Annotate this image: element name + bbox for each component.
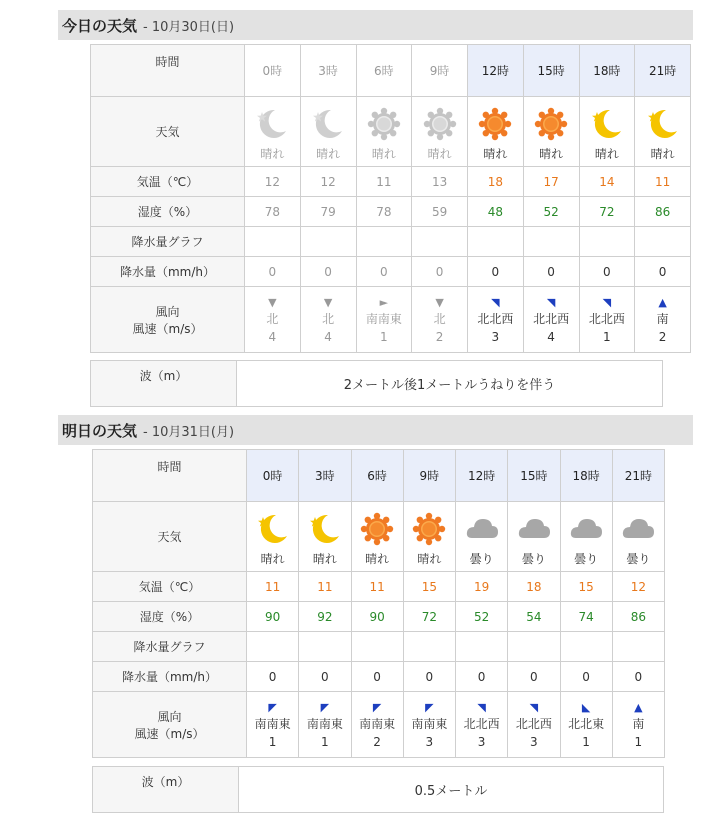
weather-text: 晴れ	[371, 147, 396, 161]
humidity-cell	[403, 602, 455, 632]
precip-graph-label: 降水量グラフ	[91, 227, 245, 257]
wind-speed-label: 風速（m/s）	[132, 321, 203, 336]
wind-arrow-icon: ▼	[435, 296, 444, 309]
hour-row	[93, 450, 665, 502]
humidity-value: 72	[421, 609, 438, 624]
humidity-value: 74	[578, 609, 594, 624]
temp-value: 18	[526, 579, 542, 594]
wind-speed: 3	[425, 735, 434, 749]
tomorrow-wave-table	[92, 766, 664, 813]
wind-speed: 1	[268, 735, 277, 749]
wind-direction: 北北西	[477, 312, 514, 326]
precip-cell: 0	[612, 662, 664, 692]
weather-cell	[412, 97, 468, 167]
temp-cell	[245, 167, 301, 197]
moon-icon	[646, 107, 680, 141]
humidity-cell	[456, 602, 508, 632]
wind-arrow-icon: ◤	[372, 701, 382, 714]
weather-cell	[403, 502, 455, 572]
sun-icon	[534, 107, 568, 141]
precip-graph-cell	[412, 227, 468, 257]
precip-graph-cell	[560, 632, 612, 662]
precip-cell: 0	[412, 257, 468, 287]
wind-speed: 1	[603, 330, 611, 344]
precip-graph-cell	[523, 227, 579, 257]
temp-cell	[523, 167, 579, 197]
temp-cell	[468, 167, 524, 197]
humidity-value: 52	[473, 609, 490, 624]
temp-value: 12	[320, 174, 336, 189]
humidity-cell	[299, 602, 351, 632]
humidity-value: 90	[369, 609, 385, 624]
temp-row	[91, 167, 691, 197]
precip-graph-row	[91, 227, 691, 257]
wind-direction: 北北西	[463, 717, 500, 731]
precip-row	[93, 662, 665, 692]
wind-cell	[523, 287, 579, 353]
sun-icon	[423, 107, 457, 141]
precip-graph-cell	[356, 227, 412, 257]
weather-label: 天気	[91, 97, 245, 167]
humidity-value: 59	[431, 204, 448, 219]
temp-cell	[356, 167, 412, 197]
temp-label: 気温（℃）	[91, 167, 245, 197]
weather-cell	[247, 502, 299, 572]
temp-value: 11	[317, 579, 333, 594]
weather-text: 曇り	[521, 552, 546, 566]
weather-text: 晴れ	[312, 552, 337, 566]
wind-direction: 南南東	[411, 717, 448, 731]
wave-label: 波（m）	[91, 361, 237, 407]
sun-icon	[478, 107, 512, 141]
hour-cell: 0時	[245, 45, 301, 97]
humidity-value: 52	[543, 204, 559, 219]
wind-speed: 4	[324, 330, 332, 344]
wind-dir-label: 風向	[155, 304, 180, 319]
hour-cell: 0時	[247, 450, 299, 502]
precip-graph-cell	[508, 632, 560, 662]
humidity-value: 90	[264, 609, 281, 624]
weather-cell	[560, 502, 612, 572]
humidity-cell	[523, 197, 579, 227]
weather-text: 曇り	[626, 552, 651, 566]
precip-graph-cell	[468, 227, 524, 257]
precip-label: 降水量（mm/h）	[91, 257, 245, 287]
humidity-row	[91, 197, 691, 227]
wind-speed: 4	[268, 330, 277, 344]
weather-cell	[508, 502, 560, 572]
wind-cell	[247, 692, 299, 758]
humidity-cell	[560, 602, 612, 632]
wind-arrow-icon: ◣	[581, 701, 591, 714]
wind-dir-label: 風向	[157, 709, 182, 724]
temp-value: 14	[599, 174, 615, 189]
humidity-cell	[635, 197, 691, 227]
weather-cell	[300, 97, 356, 167]
humidity-value: 86	[654, 204, 671, 219]
humidity-cell	[412, 197, 468, 227]
precip-graph-cell	[456, 632, 508, 662]
wind-arrow-icon: ◥	[546, 296, 556, 309]
wind-label	[91, 287, 245, 353]
precip-cell: 0	[245, 257, 301, 287]
humidity-value: 78	[376, 204, 392, 219]
hour-cell: 12時	[468, 45, 524, 97]
weather-text: 晴れ	[483, 147, 508, 161]
wind-speed: 2	[658, 330, 667, 344]
wind-cell	[300, 287, 356, 353]
precip-cell: 0	[468, 257, 524, 287]
wind-speed: 3	[491, 330, 500, 344]
wind-arrow-icon: ◥	[491, 296, 500, 309]
humidity-value: 54	[526, 609, 542, 624]
wind-arrow-icon: ◤	[425, 701, 434, 714]
hour-cell: 15時	[523, 45, 579, 97]
humidity-cell	[612, 602, 664, 632]
precip-cell: 0	[356, 257, 412, 287]
temp-value: 11	[376, 174, 392, 189]
wind-direction: 南南東	[365, 312, 402, 326]
temp-value: 11	[654, 174, 671, 189]
precip-graph-cell	[579, 227, 635, 257]
wind-speed: 1	[582, 735, 590, 749]
wind-arrow-icon: ▼	[268, 296, 277, 309]
wind-cell	[299, 692, 351, 758]
wind-row	[91, 287, 691, 353]
precip-cell: 0	[635, 257, 691, 287]
precip-label: 降水量（mm/h）	[93, 662, 247, 692]
hour-cell: 3時	[299, 450, 351, 502]
precip-graph-row	[93, 632, 665, 662]
wind-direction: 北北西	[515, 717, 552, 731]
wind-cell	[456, 692, 508, 758]
humidity-value: 92	[317, 609, 333, 624]
humidity-value: 79	[320, 204, 336, 219]
humidity-value: 72	[599, 204, 615, 219]
wind-speed: 3	[477, 735, 486, 749]
wind-speed: 2	[435, 330, 444, 344]
temp-cell	[579, 167, 635, 197]
weather-text: 晴れ	[427, 147, 452, 161]
temp-cell	[299, 572, 351, 602]
wind-arrow-icon: ◥	[529, 701, 539, 714]
humidity-cell	[579, 197, 635, 227]
wind-cell	[612, 692, 664, 758]
precip-cell: 0	[579, 257, 635, 287]
wind-label	[93, 692, 247, 758]
wind-direction: 南南東	[359, 717, 396, 731]
humidity-cell	[247, 602, 299, 632]
temp-row	[93, 572, 665, 602]
wind-cell	[245, 287, 301, 353]
wave-value: 2メートル後1メートルうねりを伴う	[237, 361, 663, 407]
weather-cell	[299, 502, 351, 572]
wind-speed: 1	[380, 330, 388, 344]
weather-cell	[523, 97, 579, 167]
temp-cell	[403, 572, 455, 602]
cloud-icon	[465, 512, 499, 546]
weather-text: 曇り	[469, 552, 494, 566]
precip-cell: 0	[456, 662, 508, 692]
wind-direction: 南南東	[306, 717, 343, 731]
wind-speed: 4	[547, 330, 555, 344]
today-header	[58, 10, 693, 40]
wind-arrow-icon: ◤	[320, 701, 330, 714]
temp-cell	[635, 167, 691, 197]
wind-cell	[403, 692, 455, 758]
moon-icon	[590, 107, 624, 141]
weather-cell	[456, 502, 508, 572]
hour-cell: 9時	[412, 45, 468, 97]
weather-text: 晴れ	[316, 147, 341, 161]
wind-direction: 北	[322, 312, 335, 326]
humidity-row	[93, 602, 665, 632]
humidity-value: 86	[630, 609, 647, 624]
wind-direction: 北北東	[568, 717, 605, 731]
weather-cell	[351, 502, 403, 572]
precip-graph-cell	[635, 227, 691, 257]
humidity-cell	[468, 197, 524, 227]
humidity-label: 湿度（%）	[91, 197, 245, 227]
wind-arrow-icon: ▲	[634, 701, 643, 714]
hour-cell: 9時	[403, 450, 455, 502]
weather-cell	[245, 97, 301, 167]
wind-arrow-icon: ◥	[477, 701, 486, 714]
wind-arrow-icon: ▲	[658, 296, 667, 309]
sun-icon	[412, 512, 446, 546]
wind-direction: 北	[266, 312, 279, 326]
temp-label: 気温（℃）	[93, 572, 247, 602]
humidity-cell	[245, 197, 301, 227]
tomorrow-date: - 10月31日(月)	[143, 424, 235, 440]
sun-icon	[367, 107, 401, 141]
today-title: 今日の天気	[62, 16, 138, 35]
wind-arrow-icon: ►	[379, 296, 389, 309]
wind-row	[93, 692, 665, 758]
precip-cell: 0	[299, 662, 351, 692]
wind-speed: 1	[321, 735, 329, 749]
weather-text: 晴れ	[650, 147, 675, 161]
wind-direction: 南	[656, 312, 669, 326]
precip-graph-label: 降水量グラフ	[93, 632, 247, 662]
cloud-icon	[517, 512, 551, 546]
tomorrow-header	[58, 415, 693, 445]
hour-cell: 12時	[456, 450, 508, 502]
temp-value: 12	[264, 174, 281, 189]
hour-cell: 6時	[351, 450, 403, 502]
wind-speed: 1	[634, 735, 643, 749]
weather-row	[91, 97, 691, 167]
hour-cell: 21時	[612, 450, 664, 502]
temp-value: 15	[578, 579, 594, 594]
temp-cell	[612, 572, 664, 602]
wind-cell	[356, 287, 412, 353]
time-label: 時間	[93, 450, 247, 502]
cloud-icon	[569, 512, 603, 546]
wind-direction: 北北西	[533, 312, 570, 326]
precip-graph-cell	[403, 632, 455, 662]
moon-icon	[308, 512, 342, 546]
weather-text: 晴れ	[365, 552, 390, 566]
precip-cell: 0	[351, 662, 403, 692]
wind-cell	[560, 692, 612, 758]
weather-text: 晴れ	[417, 552, 442, 566]
weather-text: 曇り	[574, 552, 599, 566]
weather-label: 天気	[93, 502, 247, 572]
wind-speed: 3	[530, 735, 538, 749]
weather-cell	[579, 97, 635, 167]
precip-cell: 0	[300, 257, 356, 287]
weather-text: 晴れ	[539, 147, 564, 161]
wind-direction: 南南東	[254, 717, 291, 731]
temp-value: 18	[487, 174, 504, 189]
humidity-cell	[351, 602, 403, 632]
today-date: - 10月30日(日)	[143, 19, 235, 35]
tomorrow-forecast-table	[92, 449, 665, 758]
wind-speed-label: 風速（m/s）	[134, 726, 205, 741]
wind-cell	[468, 287, 524, 353]
precip-graph-cell	[247, 632, 299, 662]
wind-arrow-icon: ▼	[323, 296, 333, 309]
temp-cell	[300, 167, 356, 197]
today-forecast-table	[90, 44, 691, 353]
precip-row	[91, 257, 691, 287]
temp-value: 11	[369, 579, 385, 594]
today-wave-table	[90, 360, 663, 407]
hour-cell: 21時	[635, 45, 691, 97]
tomorrow-title: 明日の天気	[62, 421, 138, 440]
temp-cell	[456, 572, 508, 602]
weather-text: 晴れ	[260, 147, 285, 161]
weather-text: 晴れ	[594, 147, 619, 161]
temp-value: 11	[264, 579, 281, 594]
precip-cell: 0	[403, 662, 455, 692]
wind-speed: 2	[373, 735, 381, 749]
wind-direction: 北	[433, 312, 446, 326]
time-label: 時間	[91, 45, 245, 97]
precip-graph-cell	[612, 632, 664, 662]
humidity-value: 78	[264, 204, 281, 219]
precip-graph-cell	[299, 632, 351, 662]
wind-cell	[351, 692, 403, 758]
hour-cell: 6時	[356, 45, 412, 97]
wind-direction: 北北西	[588, 312, 625, 326]
humidity-cell	[300, 197, 356, 227]
moon-icon	[256, 512, 290, 546]
wind-arrow-icon: ◥	[602, 296, 612, 309]
precip-cell: 0	[247, 662, 299, 692]
weather-row	[93, 502, 665, 572]
wave-value: 0.5メートル	[239, 767, 664, 813]
hour-cell: 18時	[560, 450, 612, 502]
weather-cell	[356, 97, 412, 167]
wind-cell	[635, 287, 691, 353]
temp-value: 12	[630, 579, 647, 594]
temp-cell	[351, 572, 403, 602]
precip-cell: 0	[523, 257, 579, 287]
humidity-label: 湿度（%）	[93, 602, 247, 632]
temp-value: 17	[543, 174, 559, 189]
temp-value: 13	[431, 174, 448, 189]
weather-cell	[635, 97, 691, 167]
wind-cell	[508, 692, 560, 758]
wind-cell	[412, 287, 468, 353]
wind-direction: 南	[632, 717, 645, 731]
temp-cell	[508, 572, 560, 602]
moon-icon	[311, 107, 345, 141]
precip-cell: 0	[508, 662, 560, 692]
wind-cell	[579, 287, 635, 353]
temp-cell	[247, 572, 299, 602]
precip-cell: 0	[560, 662, 612, 692]
hour-cell: 18時	[579, 45, 635, 97]
hour-row	[91, 45, 691, 97]
wind-arrow-icon: ◤	[268, 701, 277, 714]
weather-text: 晴れ	[260, 552, 285, 566]
hour-cell: 15時	[508, 450, 560, 502]
wave-label: 波（m）	[93, 767, 239, 813]
humidity-cell	[356, 197, 412, 227]
temp-cell	[412, 167, 468, 197]
hour-cell: 3時	[300, 45, 356, 97]
temp-value: 19	[473, 579, 490, 594]
humidity-cell	[508, 602, 560, 632]
sun-icon	[360, 512, 394, 546]
humidity-value: 48	[487, 204, 504, 219]
weather-cell	[612, 502, 664, 572]
precip-graph-cell	[245, 227, 301, 257]
temp-value: 15	[421, 579, 438, 594]
weather-cell	[468, 97, 524, 167]
moon-icon	[255, 107, 289, 141]
cloud-icon	[621, 512, 655, 546]
precip-graph-cell	[300, 227, 356, 257]
temp-cell	[560, 572, 612, 602]
precip-graph-cell	[351, 632, 403, 662]
